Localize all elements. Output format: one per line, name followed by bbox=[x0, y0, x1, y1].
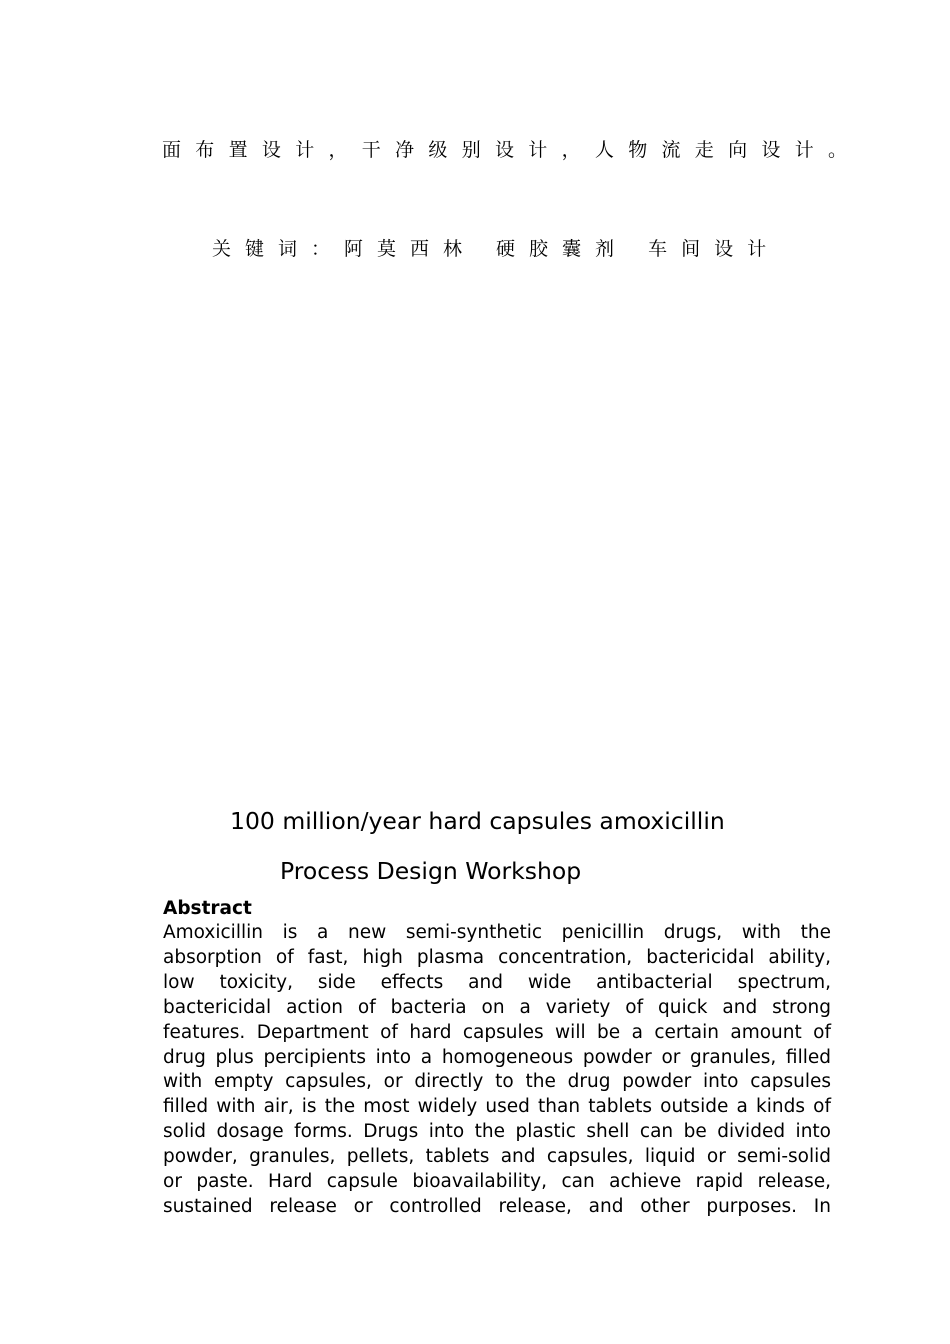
abstract-line: features. Department of hard capsules will be a certain amount of bbox=[163, 1021, 831, 1043]
english-title-line-2: Process Design Workshop bbox=[280, 857, 582, 885]
abstract-line: low toxicity, side effects and wide antibacterial spectrum, bbox=[163, 971, 831, 993]
abstract-line: powder, granules, pellets, tablets and capsules, liquid or semi-solid bbox=[163, 1146, 831, 1168]
english-title-line-1: 100 million/year hard capsules amoxicillin bbox=[230, 807, 725, 835]
abstract-heading: Abstract bbox=[163, 898, 252, 919]
abstract-line: solid dosage forms. Drugs into the plastic shell can be divided into bbox=[163, 1121, 831, 1143]
abstract-line: absorption of fast, high plasma concentration, bactericidal ability, bbox=[163, 946, 831, 968]
abstract-line: Amoxicillin is a new semi-synthetic penicillin drugs, with the bbox=[163, 922, 831, 943]
abstract-line: sustained release or controlled release, and other purposes. In bbox=[163, 1195, 831, 1217]
abstract-line: filled with air, is the most widely used than tablets outside a kinds of bbox=[163, 1096, 831, 1118]
abstract-line: drug plus percipients into a homogeneous powder or granules, filled bbox=[163, 1046, 831, 1068]
abstract-line: with empty capsules, or directly to the drug powder into capsules bbox=[163, 1071, 831, 1093]
abstract-line: or paste. Hard capsule bioavailability, can achieve rapid release, bbox=[163, 1171, 831, 1193]
chinese-keywords: 关键词：阿莫西林 硬胶囊剂 车间设计 bbox=[212, 238, 781, 260]
abstract-line: bactericidal action of bacteria on a variety of quick and strong bbox=[163, 996, 831, 1018]
abstract-body bbox=[163, 921, 831, 1220]
chinese-abstract-continuation: 面布置设计，干净级别设计，人物流走向设计。 bbox=[162, 139, 862, 161]
